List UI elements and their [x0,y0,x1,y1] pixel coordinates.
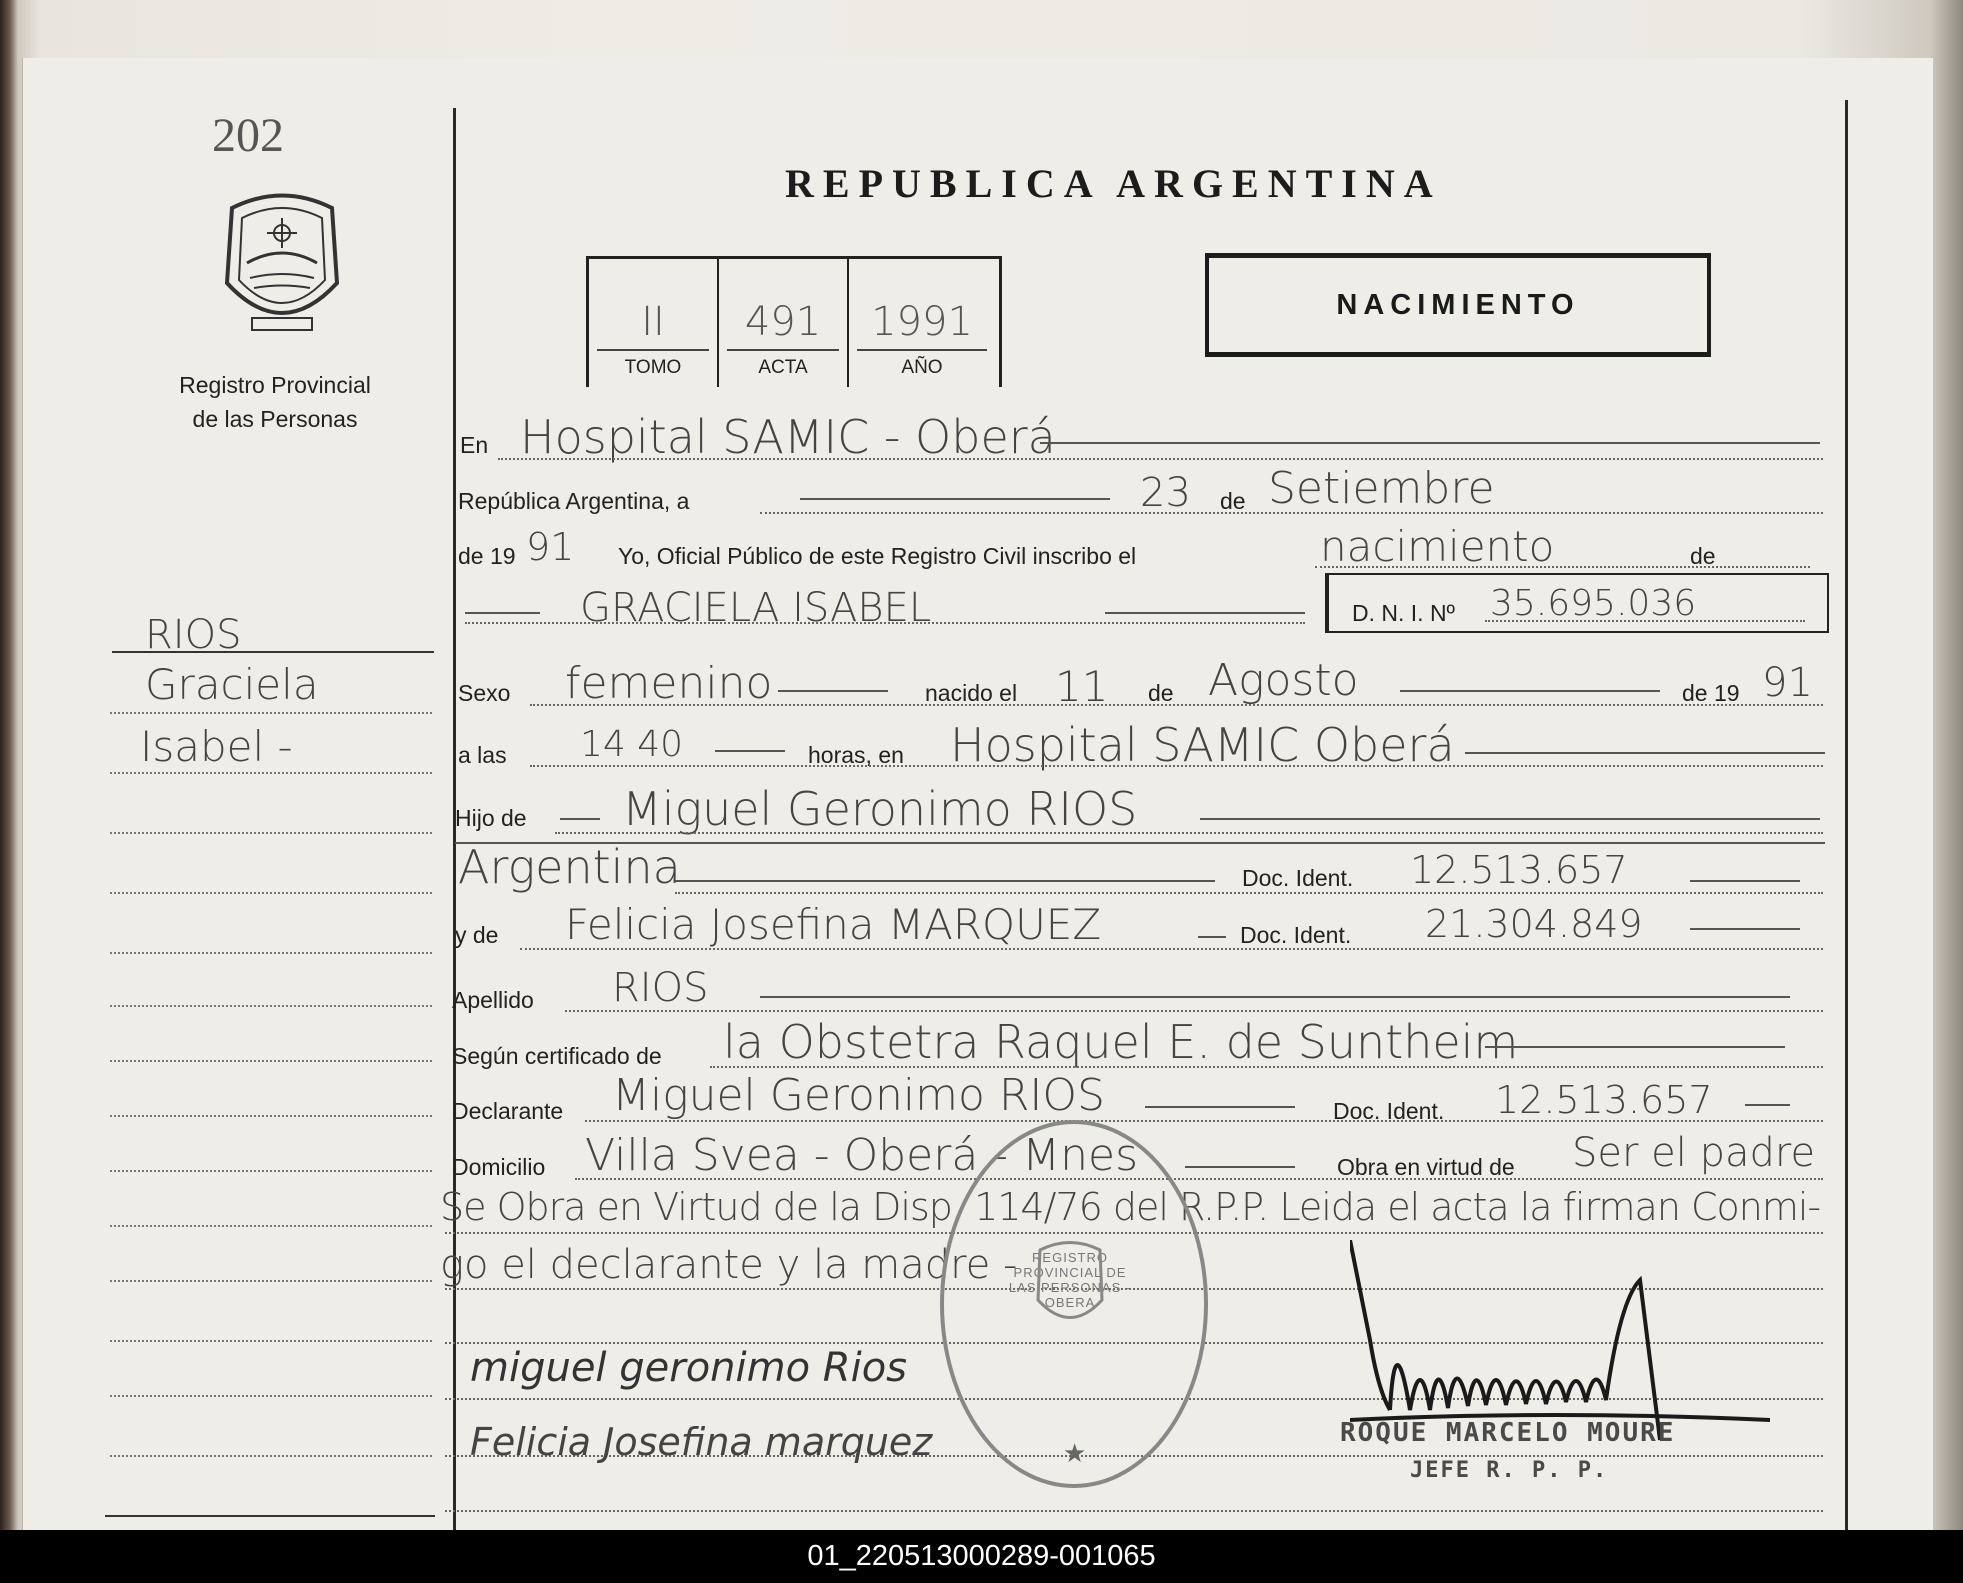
de19-label: de 19 [458,543,516,569]
father-doc: 12.513.657 [1410,848,1628,892]
horas-label: horas, en [808,742,904,768]
stamp-star-icon: ★ [1063,1438,1087,1468]
child-name: GRACIELA ISABEL [580,585,932,631]
day-value: 23 [1140,470,1191,516]
domicilio-value: Villa Svea - Oberá - Mnes [585,1130,1138,1181]
anio-label: AÑO [901,357,943,378]
tomo-value: II [641,299,665,345]
apellido-label: Apellido [452,987,534,1013]
birth-month: Agosto [1208,655,1359,706]
alas-label: a las [458,742,507,768]
declarante-value: Miguel Geronimo RIOS [612,1070,1105,1121]
anio-value: 1991 [871,299,973,345]
registry-line-2: de las Personas [192,406,358,432]
hijo-label: Hijo de [455,805,527,831]
rep-label: República Argentina, a [458,488,690,514]
de-label-2: de [1148,680,1174,706]
officer-name: ROQUE MARCELO MOURE [1340,1418,1676,1448]
margin-bottom-line [105,1515,435,1517]
note-line-1: Se Obra en Virtud de la Disp. 114/76 del R.P.P. Leida el acta la firman Conmi- [440,1185,1821,1229]
page-number: 202 [212,109,284,162]
sexo-label: Sexo [458,680,511,706]
doc-label-3: Doc. Ident. [1333,1098,1445,1124]
en-value: Hospital SAMIC - Oberá [520,410,1056,464]
doc-label-2: Doc. Ident. [1240,922,1352,948]
tomo-label: TOMO [624,357,682,378]
birth-day: 11 [1055,662,1109,711]
margin-line [112,651,434,653]
record-box [586,256,1002,387]
segun-label: Según certificado de [452,1043,662,1069]
father-nationality: Argentina [458,840,681,894]
margin-first-name: Graciela [145,660,319,709]
tomo-cell [589,259,719,387]
provincia-misiones-seal-icon [212,188,352,338]
dni-value: 35.695.036 [1490,583,1697,624]
acta-value: 491 [744,299,822,345]
signature-father: miguel geronimo Rios [470,1345,908,1391]
domicilio-label: Domicilio [452,1154,546,1180]
birth-place: Hospital SAMIC Oberá [950,718,1455,772]
hour-value: 14 40 [580,724,684,765]
inscribe-value: nacimiento [1320,522,1555,571]
mother-name: Felicia Josefina MARQUEZ [565,900,1102,949]
signature-mother: Felicia Josefina marquez [470,1420,933,1464]
note-line-2: go el declarante y la madre - [440,1242,1018,1288]
margin-surname: RIOS [145,612,242,658]
stamp-emblem-icon [1030,1240,1110,1330]
dni-label: D. N. I. Nº [1352,600,1455,626]
declarante-label: Declarante [452,1098,564,1124]
anio-cell [849,259,995,387]
yde-label: y de [455,922,499,948]
nacido-label: nacido el [925,680,1018,706]
en-label: En [460,432,489,458]
doc-label: Doc. Ident. [1242,865,1354,891]
officer-title: JEFE R. P. P. [1410,1458,1609,1483]
sexo-value: femenino [565,658,773,709]
mother-doc: 21.304.849 [1425,902,1643,946]
year-suffix: 91 [526,525,575,569]
yo-text: Yo, Oficial Público de este Registro Civil inscribo el [618,543,1137,569]
apellido-value: RIOS [612,965,709,1011]
de-tail: de [1690,543,1716,569]
registry-name [130,368,420,436]
obra-value: Ser el padre [1572,1130,1816,1176]
image-footer-id: 01_220513000289-001065 [0,1530,1963,1583]
stamp-text: REGISTRO PROVINCIAL DE LAS PERSONAS - OBERA [1008,1250,1132,1310]
de-label: de [1220,488,1246,514]
declarante-doc: 12.513.657 [1495,1078,1713,1122]
acta-label: ACTA [758,357,808,378]
record-type-box: NACIMIENTO [1205,253,1711,357]
birth-year-suffix: 91 [1762,660,1813,706]
acta-cell [719,259,849,387]
document-title: REPUBLICA ARGENTINA [785,161,1442,206]
month-value: Setiembre [1268,463,1495,514]
registry-line-1: Registro Provincial [179,372,371,398]
father-name: Miguel Geronimo RIOS [622,782,1138,836]
margin-second-name: Isabel - [140,722,293,771]
obra-label: Obra en virtud de [1337,1154,1515,1180]
segun-value: la Obstetra Raquel E. de Suntheim [723,1015,1519,1069]
de19-label-2: de 19 [1682,680,1740,706]
right-border [1845,100,1848,1530]
